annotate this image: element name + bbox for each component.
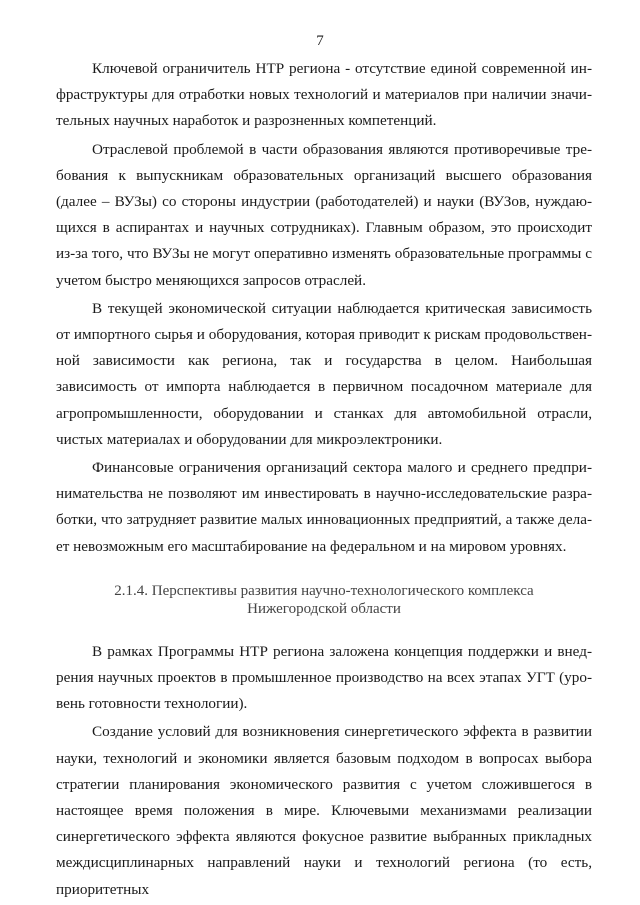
paragraph-synergy: Создание условий для возникновения синергетического эффекта в развитии науки, технологий и экономики является базовым подходом в вопросах выбора стратегии планирования экономического развития с учетом сложившегося в настоящее время положения в мире. Ключевыми механизмами реализации синергетического эффекта являются фокусное развитие выбранных прикладных междисциплинарных направлений науки и технологий региона (то есть, приоритетных — [56, 723, 592, 898]
paragraph-import-dependence: В текущей экономической ситуации наблюдается критическая зависимость от импортного сырья и оборудования, которая приводит к рискам продовольственной зависимости как региона, так и государства в целом. Наибольшая зависимость от импорта наблюдается в первичном посадочном материале для агропромышленности, оборудовании и станках для автомобильной отрасли, чистых материалах и оборудовании для микроэлектроники. — [56, 299, 592, 448]
body-text — [56, 56, 592, 903]
page-number: 7 — [316, 33, 324, 49]
section-heading — [56, 582, 592, 618]
paragraph-infrastructure: Ключевой ограничитель НТР региона - отсутствие единой современной инфраструктуры для отработки новых технологий и материалов при наличии значительных научных наработок и разрозненных компетенций. — [56, 60, 592, 130]
section-heading-line2: Нижегородской области — [247, 600, 401, 617]
paragraph-program-concept: В рамках Программы НТР региона заложена концепция поддержки и внедрения научных проектов в промышленное производство на всех этапах УГТ (уровень готовности технологии). — [56, 642, 592, 713]
paragraph-financial-limits: Финансовые ограничения организаций сектора малого и среднего предпринимательства не позволяют им инвестировать в научно-исследовательские разработки, что затрудняет развитие малых инновационных предприятий, а также делает невозможным его масштабирование на федеральном и на мировом уровнях. — [56, 459, 592, 555]
paragraph-education: Отраслевой проблемой в части образования являются противоречивые требования к выпускникам образовательных организаций высшего образования (далее – ВУЗы) со стороны индустрии (работодателей) и науки (ВУЗов, нуждающихся в аспирантах и научных сотрудниках). Главным образом, это происходит из-за того, что ВУЗы не могут оперативно изменять образовательные программы с учетом быстро меняющихся запросов отраслей. — [56, 140, 592, 289]
section-heading-line1: 2.1.4. Перспективы развития научно-технологического комплекса — [114, 582, 534, 599]
